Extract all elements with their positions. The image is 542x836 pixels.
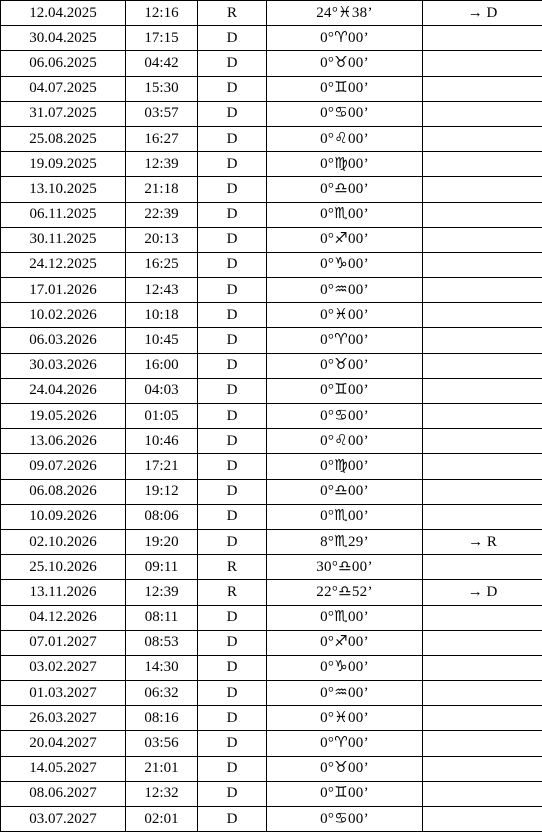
date-cell: 03.02.2027 <box>1 655 126 680</box>
motion-cell: D <box>198 630 267 655</box>
position-cell: 0°♏︎00’ <box>267 202 423 227</box>
direction-change-cell <box>423 252 542 277</box>
motion-cell: D <box>198 278 267 303</box>
motion-cell: D <box>198 303 267 328</box>
position-cell: 0°♋︎00’ <box>267 404 423 429</box>
time-cell: 12:39 <box>126 152 198 177</box>
time-cell: 10:46 <box>126 429 198 454</box>
date-cell: 30.11.2025 <box>1 227 126 252</box>
direction-change-cell <box>423 454 542 479</box>
position-cell: 24°♓︎38’ <box>267 1 423 26</box>
direction-change-cell <box>423 681 542 706</box>
table-row <box>1 479 542 504</box>
table-row <box>1 555 542 580</box>
date-cell: 02.10.2026 <box>1 529 126 554</box>
time-cell: 02:01 <box>126 807 198 832</box>
time-cell: 08:53 <box>126 630 198 655</box>
position-cell: 0°♊︎00’ <box>267 781 423 806</box>
direction-change-cell <box>423 807 542 832</box>
motion-cell: D <box>198 781 267 806</box>
position-cell: 0°♈︎00’ <box>267 328 423 353</box>
position-cell: 22°♎︎52’ <box>267 580 423 605</box>
time-cell: 09:11 <box>126 555 198 580</box>
motion-cell: D <box>198 227 267 252</box>
position-cell: 0°♍︎00’ <box>267 454 423 479</box>
date-cell: 24.04.2026 <box>1 378 126 403</box>
direction-change-cell <box>423 202 542 227</box>
table-row <box>1 580 542 605</box>
position-cell: 0°♌︎00’ <box>267 126 423 151</box>
motion-cell: D <box>198 126 267 151</box>
table-row <box>1 51 542 76</box>
table-row <box>1 278 542 303</box>
position-cell: 0°♎︎00’ <box>267 177 423 202</box>
direction-change-cell <box>423 555 542 580</box>
motion-cell: D <box>198 756 267 781</box>
date-cell: 25.08.2025 <box>1 126 126 151</box>
date-cell: 19.05.2026 <box>1 404 126 429</box>
date-cell: 30.04.2025 <box>1 26 126 51</box>
motion-cell: D <box>198 681 267 706</box>
motion-cell: D <box>198 76 267 101</box>
motion-cell: D <box>198 429 267 454</box>
time-cell: 15:30 <box>126 76 198 101</box>
direction-change-cell <box>423 429 542 454</box>
position-cell: 0°♌︎00’ <box>267 429 423 454</box>
motion-cell: D <box>198 26 267 51</box>
time-cell: 04:42 <box>126 51 198 76</box>
motion-cell: D <box>198 655 267 680</box>
direction-change-cell <box>423 303 542 328</box>
position-cell: 0°♐︎00’ <box>267 227 423 252</box>
date-cell: 06.08.2026 <box>1 479 126 504</box>
date-cell: 06.03.2026 <box>1 328 126 353</box>
table-row <box>1 504 542 529</box>
direction-change-cell <box>423 51 542 76</box>
date-cell: 10.09.2026 <box>1 504 126 529</box>
motion-cell: D <box>198 378 267 403</box>
direction-change-cell: → D <box>423 580 542 605</box>
time-cell: 21:01 <box>126 756 198 781</box>
direction-change-cell <box>423 630 542 655</box>
position-cell: 0°♓︎00’ <box>267 303 423 328</box>
time-cell: 04:03 <box>126 378 198 403</box>
date-cell: 06.11.2025 <box>1 202 126 227</box>
direction-change-cell <box>423 731 542 756</box>
time-cell: 08:06 <box>126 504 198 529</box>
direction-change-cell <box>423 227 542 252</box>
direction-change-cell <box>423 756 542 781</box>
motion-cell: D <box>198 177 267 202</box>
time-cell: 10:18 <box>126 303 198 328</box>
date-cell: 17.01.2026 <box>1 278 126 303</box>
table-row <box>1 202 542 227</box>
date-cell: 03.07.2027 <box>1 807 126 832</box>
position-cell: 8°♏︎29’ <box>267 529 423 554</box>
direction-change-cell <box>423 378 542 403</box>
table-row <box>1 655 542 680</box>
direction-change-cell <box>423 177 542 202</box>
motion-cell: D <box>198 328 267 353</box>
motion-cell: D <box>198 353 267 378</box>
time-cell: 01:05 <box>126 404 198 429</box>
table-row <box>1 404 542 429</box>
position-cell: 0°♈︎00’ <box>267 731 423 756</box>
position-cell: 0°♑︎00’ <box>267 655 423 680</box>
position-cell: 0°♋︎00’ <box>267 807 423 832</box>
date-cell: 13.11.2026 <box>1 580 126 605</box>
date-cell: 07.01.2027 <box>1 630 126 655</box>
date-cell: 13.10.2025 <box>1 177 126 202</box>
time-cell: 19:12 <box>126 479 198 504</box>
time-cell: 03:56 <box>126 731 198 756</box>
table-row <box>1 328 542 353</box>
direction-change-cell <box>423 101 542 126</box>
direction-change-cell: → R <box>423 529 542 554</box>
table-row <box>1 353 542 378</box>
date-cell: 04.07.2025 <box>1 76 126 101</box>
table-row <box>1 630 542 655</box>
ephemeris-table-body <box>1 1 542 832</box>
time-cell: 16:00 <box>126 353 198 378</box>
table-row <box>1 252 542 277</box>
position-cell: 0°♏︎00’ <box>267 605 423 630</box>
table-row <box>1 303 542 328</box>
date-cell: 20.04.2027 <box>1 731 126 756</box>
motion-cell: D <box>198 529 267 554</box>
position-cell: 0°♉︎00’ <box>267 51 423 76</box>
table-row <box>1 1 542 26</box>
direction-change-cell <box>423 504 542 529</box>
time-cell: 12:16 <box>126 1 198 26</box>
motion-cell: R <box>198 555 267 580</box>
time-cell: 12:43 <box>126 278 198 303</box>
date-cell: 19.09.2025 <box>1 152 126 177</box>
date-cell: 25.10.2026 <box>1 555 126 580</box>
time-cell: 08:11 <box>126 605 198 630</box>
time-cell: 20:13 <box>126 227 198 252</box>
position-cell: 0°♐︎00’ <box>267 630 423 655</box>
table-row <box>1 681 542 706</box>
position-cell: 0°♍︎00’ <box>267 152 423 177</box>
time-cell: 14:30 <box>126 655 198 680</box>
date-cell: 01.03.2027 <box>1 681 126 706</box>
motion-cell: D <box>198 404 267 429</box>
time-cell: 17:21 <box>126 454 198 479</box>
direction-change-cell <box>423 479 542 504</box>
position-cell: 0°♒︎00’ <box>267 681 423 706</box>
direction-change-cell <box>423 706 542 731</box>
date-cell: 10.02.2026 <box>1 303 126 328</box>
date-cell: 12.04.2025 <box>1 1 126 26</box>
table-row <box>1 126 542 151</box>
direction-change-cell <box>423 655 542 680</box>
date-cell: 14.05.2027 <box>1 756 126 781</box>
table-row <box>1 429 542 454</box>
position-cell: 0°♓︎00’ <box>267 706 423 731</box>
motion-cell: D <box>198 731 267 756</box>
motion-cell: R <box>198 1 267 26</box>
direction-change-cell <box>423 328 542 353</box>
motion-cell: D <box>198 51 267 76</box>
table-row <box>1 454 542 479</box>
time-cell: 12:39 <box>126 580 198 605</box>
time-cell: 16:25 <box>126 252 198 277</box>
motion-cell: D <box>198 152 267 177</box>
date-cell: 06.06.2025 <box>1 51 126 76</box>
direction-change-cell <box>423 152 542 177</box>
time-cell: 03:57 <box>126 101 198 126</box>
time-cell: 17:15 <box>126 26 198 51</box>
time-cell: 19:20 <box>126 529 198 554</box>
date-cell: 26.03.2027 <box>1 706 126 731</box>
time-cell: 08:16 <box>126 706 198 731</box>
motion-cell: D <box>198 807 267 832</box>
time-cell: 12:32 <box>126 781 198 806</box>
position-cell: 0°♏︎00’ <box>267 504 423 529</box>
direction-change-cell <box>423 353 542 378</box>
direction-change-cell <box>423 76 542 101</box>
date-cell: 24.12.2025 <box>1 252 126 277</box>
motion-cell: D <box>198 605 267 630</box>
position-cell: 0°♈︎00’ <box>267 26 423 51</box>
position-cell: 0°♑︎00’ <box>267 252 423 277</box>
motion-cell: D <box>198 454 267 479</box>
table-row <box>1 378 542 403</box>
date-cell: 08.06.2027 <box>1 781 126 806</box>
table-row <box>1 76 542 101</box>
table-row <box>1 756 542 781</box>
position-cell: 0°♉︎00’ <box>267 756 423 781</box>
direction-change-cell <box>423 26 542 51</box>
position-cell: 0°♋︎00’ <box>267 101 423 126</box>
direction-change-cell <box>423 278 542 303</box>
date-cell: 31.07.2025 <box>1 101 126 126</box>
table-row <box>1 227 542 252</box>
motion-cell: D <box>198 252 267 277</box>
date-cell: 09.07.2026 <box>1 454 126 479</box>
table-row <box>1 807 542 832</box>
time-cell: 21:18 <box>126 177 198 202</box>
direction-change-cell <box>423 404 542 429</box>
table-row <box>1 706 542 731</box>
motion-cell: R <box>198 580 267 605</box>
direction-change-cell <box>423 605 542 630</box>
motion-cell: D <box>198 479 267 504</box>
time-cell: 16:27 <box>126 126 198 151</box>
time-cell: 22:39 <box>126 202 198 227</box>
table-row <box>1 101 542 126</box>
position-cell: 30°♎︎00’ <box>267 555 423 580</box>
table-row <box>1 26 542 51</box>
table-row <box>1 731 542 756</box>
time-cell: 06:32 <box>126 681 198 706</box>
position-cell: 0°♊︎00’ <box>267 76 423 101</box>
motion-cell: D <box>198 202 267 227</box>
table-row <box>1 605 542 630</box>
date-cell: 04.12.2026 <box>1 605 126 630</box>
motion-cell: D <box>198 101 267 126</box>
position-cell: 0°♎︎00’ <box>267 479 423 504</box>
date-cell: 30.03.2026 <box>1 353 126 378</box>
position-cell: 0°♊︎00’ <box>267 378 423 403</box>
table-row <box>1 152 542 177</box>
table-row <box>1 781 542 806</box>
position-cell: 0°♉︎00’ <box>267 353 423 378</box>
position-cell: 0°♒︎00’ <box>267 278 423 303</box>
direction-change-cell: → D <box>423 1 542 26</box>
date-cell: 13.06.2026 <box>1 429 126 454</box>
direction-change-cell <box>423 126 542 151</box>
table-row <box>1 177 542 202</box>
direction-change-cell <box>423 781 542 806</box>
table-row <box>1 529 542 554</box>
motion-cell: D <box>198 706 267 731</box>
time-cell: 10:45 <box>126 328 198 353</box>
motion-cell: D <box>198 504 267 529</box>
